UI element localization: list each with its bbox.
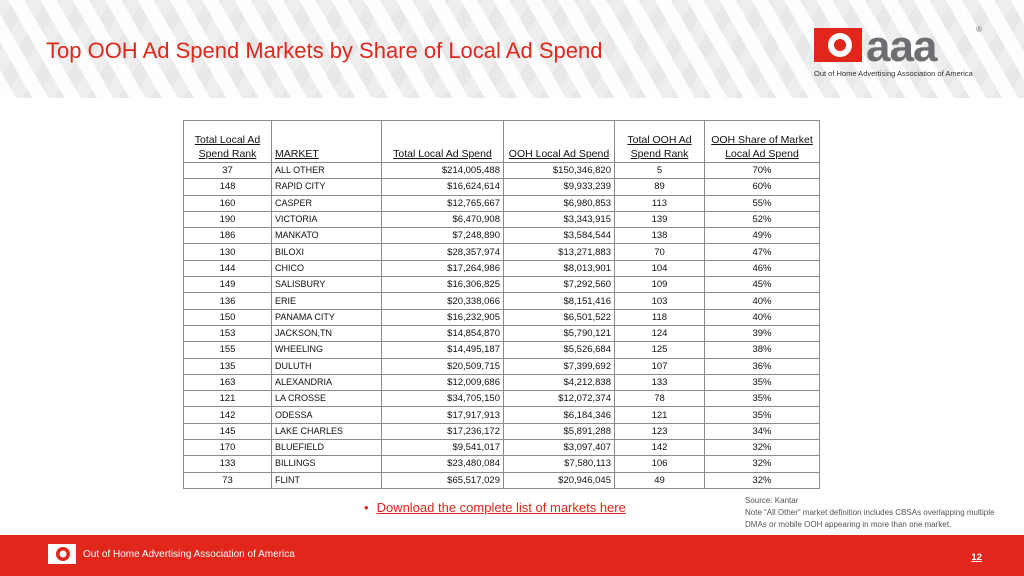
cell-local-rank: 148 xyxy=(184,179,272,195)
header-ooh-spend: OOH Local Ad Spend xyxy=(504,121,615,163)
cell-total-spend: $17,236,172 xyxy=(382,423,504,439)
cell-market: LA CROSSE xyxy=(272,391,382,407)
table-row xyxy=(184,277,820,293)
table-row xyxy=(184,374,820,390)
cell-ooh-rank: 138 xyxy=(615,228,705,244)
page-number: 12 xyxy=(971,552,982,563)
cell-ooh-spend: $150,346,820 xyxy=(504,163,615,179)
cell-ooh-spend: $7,580,113 xyxy=(504,456,615,472)
cell-total-spend: $14,495,187 xyxy=(382,342,504,358)
cell-market: CASPER xyxy=(272,195,382,211)
cell-ooh-share: 32% xyxy=(705,440,820,456)
cell-ooh-share: 40% xyxy=(705,309,820,325)
table-row xyxy=(184,440,820,456)
cell-total-spend: $16,232,905 xyxy=(382,309,504,325)
cell-ooh-spend: $6,980,853 xyxy=(504,195,615,211)
cell-ooh-spend: $5,790,121 xyxy=(504,325,615,341)
cell-market: RAPID CITY xyxy=(272,179,382,195)
cell-local-rank: 163 xyxy=(184,374,272,390)
cell-total-spend: $17,917,913 xyxy=(382,407,504,423)
table-header-row xyxy=(184,121,820,163)
cell-ooh-share: 38% xyxy=(705,342,820,358)
cell-ooh-rank: 70 xyxy=(615,244,705,260)
cell-ooh-spend: $7,399,692 xyxy=(504,358,615,374)
cell-local-rank: 149 xyxy=(184,277,272,293)
table-row xyxy=(184,179,820,195)
cell-local-rank: 145 xyxy=(184,423,272,439)
table-row xyxy=(184,342,820,358)
cell-total-spend: $16,306,825 xyxy=(382,277,504,293)
footer-org-name: Out of Home Advertising Association of America xyxy=(83,549,295,560)
cell-ooh-share: 60% xyxy=(705,179,820,195)
cell-ooh-rank: 5 xyxy=(615,163,705,179)
cell-ooh-share: 49% xyxy=(705,228,820,244)
cell-ooh-spend: $6,501,522 xyxy=(504,309,615,325)
cell-market: BILLINGS xyxy=(272,456,382,472)
cell-ooh-rank: 139 xyxy=(615,211,705,227)
cell-ooh-share: 39% xyxy=(705,325,820,341)
cell-local-rank: 121 xyxy=(184,391,272,407)
cell-ooh-spend: $3,584,544 xyxy=(504,228,615,244)
cell-ooh-spend: $13,271,883 xyxy=(504,244,615,260)
table-body xyxy=(184,163,820,489)
header-local-rank: Total Local Ad Spend Rank xyxy=(184,121,272,163)
cell-ooh-share: 36% xyxy=(705,358,820,374)
cell-total-spend: $20,509,715 xyxy=(382,358,504,374)
cell-ooh-rank: 104 xyxy=(615,260,705,276)
cell-local-rank: 142 xyxy=(184,407,272,423)
cell-ooh-share: 52% xyxy=(705,211,820,227)
cell-total-spend: $14,854,870 xyxy=(382,325,504,341)
cell-ooh-rank: 125 xyxy=(615,342,705,358)
header-ooh-rank: Total OOH Ad Spend Rank xyxy=(615,121,705,163)
cell-market: LAKE CHARLES xyxy=(272,423,382,439)
cell-ooh-rank: 118 xyxy=(615,309,705,325)
cell-local-rank: 160 xyxy=(184,195,272,211)
table-row xyxy=(184,309,820,325)
cell-market: MANKATO xyxy=(272,228,382,244)
cell-ooh-spend: $3,343,915 xyxy=(504,211,615,227)
cell-market: SALISBURY xyxy=(272,277,382,293)
logo-tagline: Out of Home Advertising Association of America xyxy=(814,69,973,78)
cell-ooh-rank: 89 xyxy=(615,179,705,195)
cell-ooh-spend: $8,151,416 xyxy=(504,293,615,309)
header-market: MARKET xyxy=(272,121,382,163)
cell-ooh-share: 47% xyxy=(705,244,820,260)
cell-local-rank: 135 xyxy=(184,358,272,374)
footer-logo-icon xyxy=(48,544,76,564)
cell-total-spend: $214,005,488 xyxy=(382,163,504,179)
cell-local-rank: 153 xyxy=(184,325,272,341)
cell-ooh-rank: 124 xyxy=(615,325,705,341)
cell-total-spend: $12,765,667 xyxy=(382,195,504,211)
cell-ooh-spend: $4,212,838 xyxy=(504,374,615,390)
header-total-spend: Total Local Ad Spend xyxy=(382,121,504,163)
cell-total-spend: $12,009,686 xyxy=(382,374,504,390)
cell-ooh-spend: $9,933,239 xyxy=(504,179,615,195)
table-row xyxy=(184,228,820,244)
cell-market: ERIE xyxy=(272,293,382,309)
cell-ooh-spend: $12,072,374 xyxy=(504,391,615,407)
table-row xyxy=(184,391,820,407)
footer-bar xyxy=(0,535,1024,576)
cell-total-spend: $28,357,974 xyxy=(382,244,504,260)
cell-ooh-share: 35% xyxy=(705,407,820,423)
oaaa-logo xyxy=(812,22,987,84)
cell-ooh-rank: 142 xyxy=(615,440,705,456)
cell-ooh-rank: 113 xyxy=(615,195,705,211)
cell-ooh-share: 45% xyxy=(705,277,820,293)
cell-ooh-share: 32% xyxy=(705,472,820,488)
cell-ooh-rank: 133 xyxy=(615,374,705,390)
cell-total-spend: $16,624,614 xyxy=(382,179,504,195)
cell-local-rank: 133 xyxy=(184,456,272,472)
cell-local-rank: 130 xyxy=(184,244,272,260)
cell-market: CHICO xyxy=(272,260,382,276)
logo-registered-mark: ® xyxy=(976,25,982,34)
cell-ooh-share: 35% xyxy=(705,374,820,390)
cell-ooh-share: 40% xyxy=(705,293,820,309)
download-link-text[interactable]: Download the complete list of markets here xyxy=(376,500,626,515)
cell-local-rank: 37 xyxy=(184,163,272,179)
table-row xyxy=(184,423,820,439)
cell-ooh-share: 34% xyxy=(705,423,820,439)
cell-market: VICTORIA xyxy=(272,211,382,227)
cell-ooh-spend: $3,097,407 xyxy=(504,440,615,456)
oaaa-logo-mark xyxy=(812,22,987,68)
cell-market: WHEELING xyxy=(272,342,382,358)
table-row xyxy=(184,325,820,341)
cell-total-spend: $9,541,017 xyxy=(382,440,504,456)
cell-ooh-spend: $5,891,288 xyxy=(504,423,615,439)
cell-ooh-rank: 49 xyxy=(615,472,705,488)
cell-ooh-spend: $6,184,346 xyxy=(504,407,615,423)
cell-market: ODESSA xyxy=(272,407,382,423)
cell-market: ALEXANDRIA xyxy=(272,374,382,390)
cell-ooh-share: 35% xyxy=(705,391,820,407)
table-row xyxy=(184,472,820,488)
cell-total-spend: $65,517,029 xyxy=(382,472,504,488)
cell-ooh-spend: $5,526,684 xyxy=(504,342,615,358)
table-row xyxy=(184,211,820,227)
cell-ooh-share: 55% xyxy=(705,195,820,211)
cell-local-rank: 73 xyxy=(184,472,272,488)
cell-local-rank: 186 xyxy=(184,228,272,244)
bullet: • xyxy=(364,500,369,515)
markets-table xyxy=(183,120,820,489)
cell-local-rank: 150 xyxy=(184,309,272,325)
cell-ooh-rank: 106 xyxy=(615,456,705,472)
cell-local-rank: 155 xyxy=(184,342,272,358)
cell-ooh-spend: $7,292,560 xyxy=(504,277,615,293)
cell-total-spend: $34,705,150 xyxy=(382,391,504,407)
cell-ooh-spend: $20,946,045 xyxy=(504,472,615,488)
cell-market: FLINT xyxy=(272,472,382,488)
download-link[interactable] xyxy=(364,500,626,515)
cell-local-rank: 170 xyxy=(184,440,272,456)
table-row xyxy=(184,163,820,179)
cell-local-rank: 144 xyxy=(184,260,272,276)
table-row xyxy=(184,260,820,276)
source-line: Source: Kantar xyxy=(745,496,799,505)
table-row xyxy=(184,244,820,260)
cell-ooh-rank: 109 xyxy=(615,277,705,293)
cell-ooh-spend: $8,013,901 xyxy=(504,260,615,276)
table-row xyxy=(184,456,820,472)
cell-ooh-share: 70% xyxy=(705,163,820,179)
header-ooh-share: OOH Share of Market Local Ad Spend xyxy=(705,121,820,163)
cell-market: BILOXI xyxy=(272,244,382,260)
logo-wordmark: aaa xyxy=(866,22,937,68)
table-row xyxy=(184,358,820,374)
cell-market: DULUTH xyxy=(272,358,382,374)
cell-ooh-rank: 103 xyxy=(615,293,705,309)
cell-ooh-share: 32% xyxy=(705,456,820,472)
cell-local-rank: 136 xyxy=(184,293,272,309)
cell-market: ALL OTHER xyxy=(272,163,382,179)
cell-ooh-rank: 78 xyxy=(615,391,705,407)
table-row xyxy=(184,293,820,309)
note-line: Note “All Other” market definition includes CBSAs overlapping multiple DMAs or mobile OOH appearing in more than one market. xyxy=(745,508,995,529)
table-row xyxy=(184,407,820,423)
cell-total-spend: $23,480,084 xyxy=(382,456,504,472)
table-row xyxy=(184,195,820,211)
cell-total-spend: $6,470,908 xyxy=(382,211,504,227)
cell-ooh-share: 46% xyxy=(705,260,820,276)
cell-ooh-rank: 121 xyxy=(615,407,705,423)
source-note xyxy=(745,495,1017,531)
cell-ooh-rank: 123 xyxy=(615,423,705,439)
cell-total-spend: $17,264,986 xyxy=(382,260,504,276)
cell-ooh-rank: 107 xyxy=(615,358,705,374)
cell-market: JACKSON,TN xyxy=(272,325,382,341)
cell-total-spend: $20,338,066 xyxy=(382,293,504,309)
cell-market: BLUEFIELD xyxy=(272,440,382,456)
cell-local-rank: 190 xyxy=(184,211,272,227)
page-title: Top OOH Ad Spend Markets by Share of Local Ad Spend xyxy=(46,38,603,63)
cell-market: PANAMA CITY xyxy=(272,309,382,325)
cell-total-spend: $7,248,890 xyxy=(382,228,504,244)
